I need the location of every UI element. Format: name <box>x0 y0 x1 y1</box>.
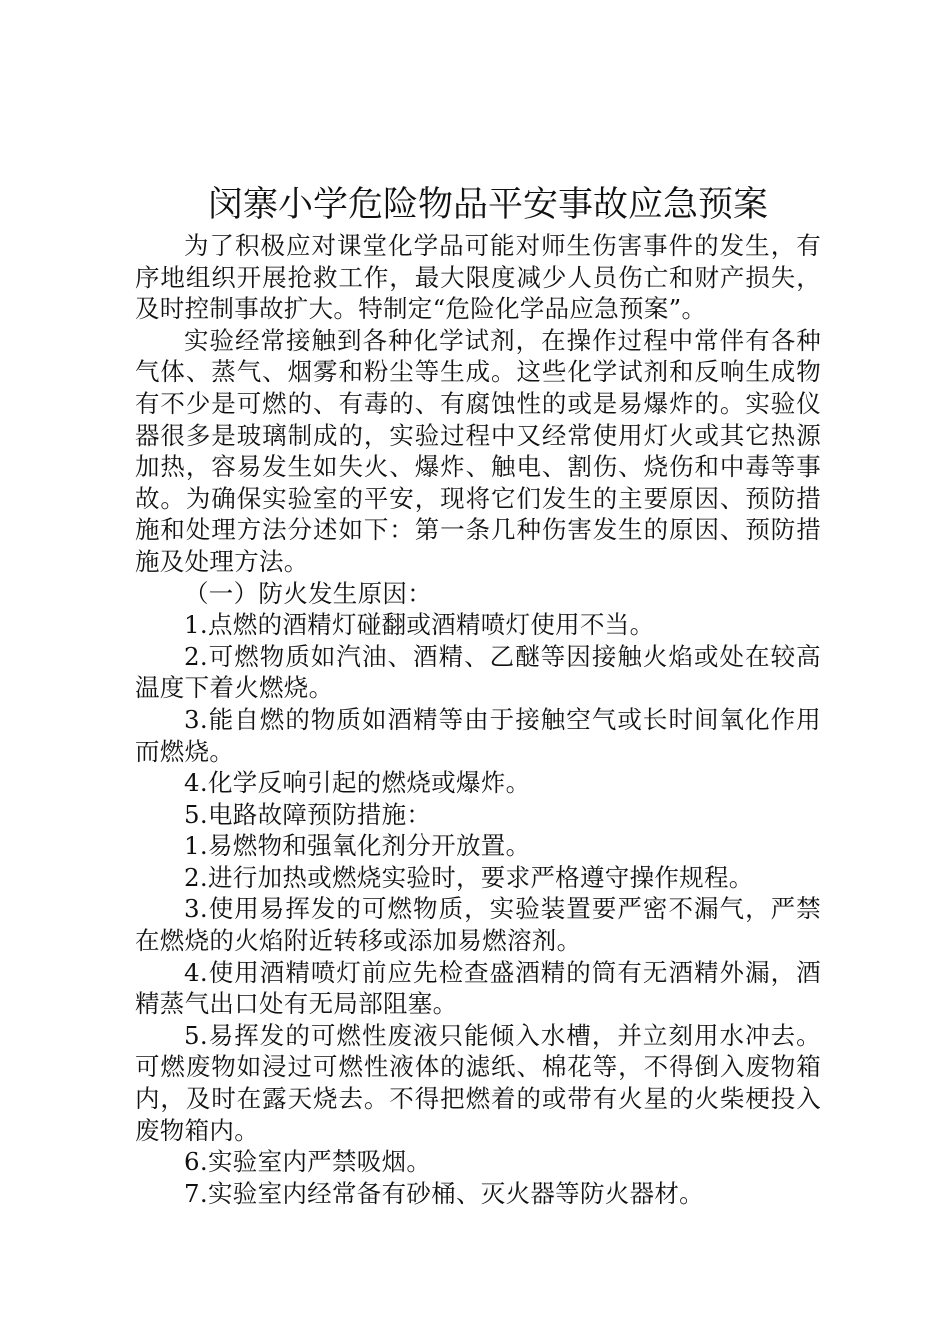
list-item-cause-5: 5.电路故障预防措施： <box>184 799 432 829</box>
list-item-measure-2: 2.进行加热或燃烧实验时，要求严格遵守操作规程。 <box>184 862 754 892</box>
list-item-cause-3: 3.能自燃的物质如酒精等由于接触空气或长时间氧化作用而燃烧。 <box>135 704 821 766</box>
list-item-measure-5: 5.易挥发的可燃性废液只能倾入水槽，并立刻用水冲去。可燃废物如浸过可燃性液体的滤纸、棉花等，不得倒入废物箱内，及时在露天烧去。不得把燃着的或带有火星的火柴梗投入废物箱内。 <box>135 1020 821 1145</box>
list-item-measure-4: 4.使用酒精喷灯前应先检查盛酒精的筒有无酒精外漏，酒精蒸气出口处有无局部阻塞。 <box>135 957 821 1019</box>
list-item-cause-4: 4.化学反响引起的燃烧或爆炸。 <box>184 768 531 798</box>
paragraph-intro: 为了积极应对课堂化学品可能对师生伤害事件的发生，有序地组织开展抢救工作，最大限度减少人员伤亡和财产损失，及时控制事故扩大。特制定“危险化学品应急预案”。 <box>135 231 821 324</box>
list-item-measure-6: 6.实验室内严禁吸烟。 <box>184 1147 432 1177</box>
list-item-measure-1: 1.易燃物和强氧化剂分开放置。 <box>184 831 531 861</box>
paragraph-background: 实验经常接触到各种化学试剂，在操作过程中常伴有各种气体、蒸气、烟雾和粉尘等生成。这些化学试剂和反响生成物有不少是可燃的、有毒的、有腐蚀性的或是易爆炸的。实验仪器很多是玻璃制成的，实验过程中又经常使用灯火或其它热源加热，容易发生如失火、爆炸、触电、割伤、烧伤和中毒等事故。为确保实验室的平安，现将它们发生的主要原因、预防措施和处理方法分述如下：第一条几种伤害发生的原因、预防措施及处理方法。 <box>135 325 821 576</box>
list-item-measure-3: 3.使用易挥发的可燃物质，实验装置要严密不漏气，严禁在燃烧的火焰附近转移或添加易燃溶剂。 <box>135 894 821 956</box>
list-item-measure-7: 7.实验室内经常备有砂桶、灭火器等防火器材。 <box>184 1178 704 1208</box>
list-item-cause-2: 2.可燃物质如汽油、酒精、乙醚等因接触火焰或处在较高温度下着火燃烧。 <box>135 641 821 703</box>
document-page <box>135 180 821 1209</box>
document-title: 闵寨小学危险物品平安事故应急预案 <box>207 185 768 225</box>
list-item-cause-1: 1.点燃的酒精灯碰翻或酒精喷灯使用不当。 <box>184 610 655 640</box>
section-heading-fire-causes: （一）防火发生原因： <box>184 578 432 608</box>
